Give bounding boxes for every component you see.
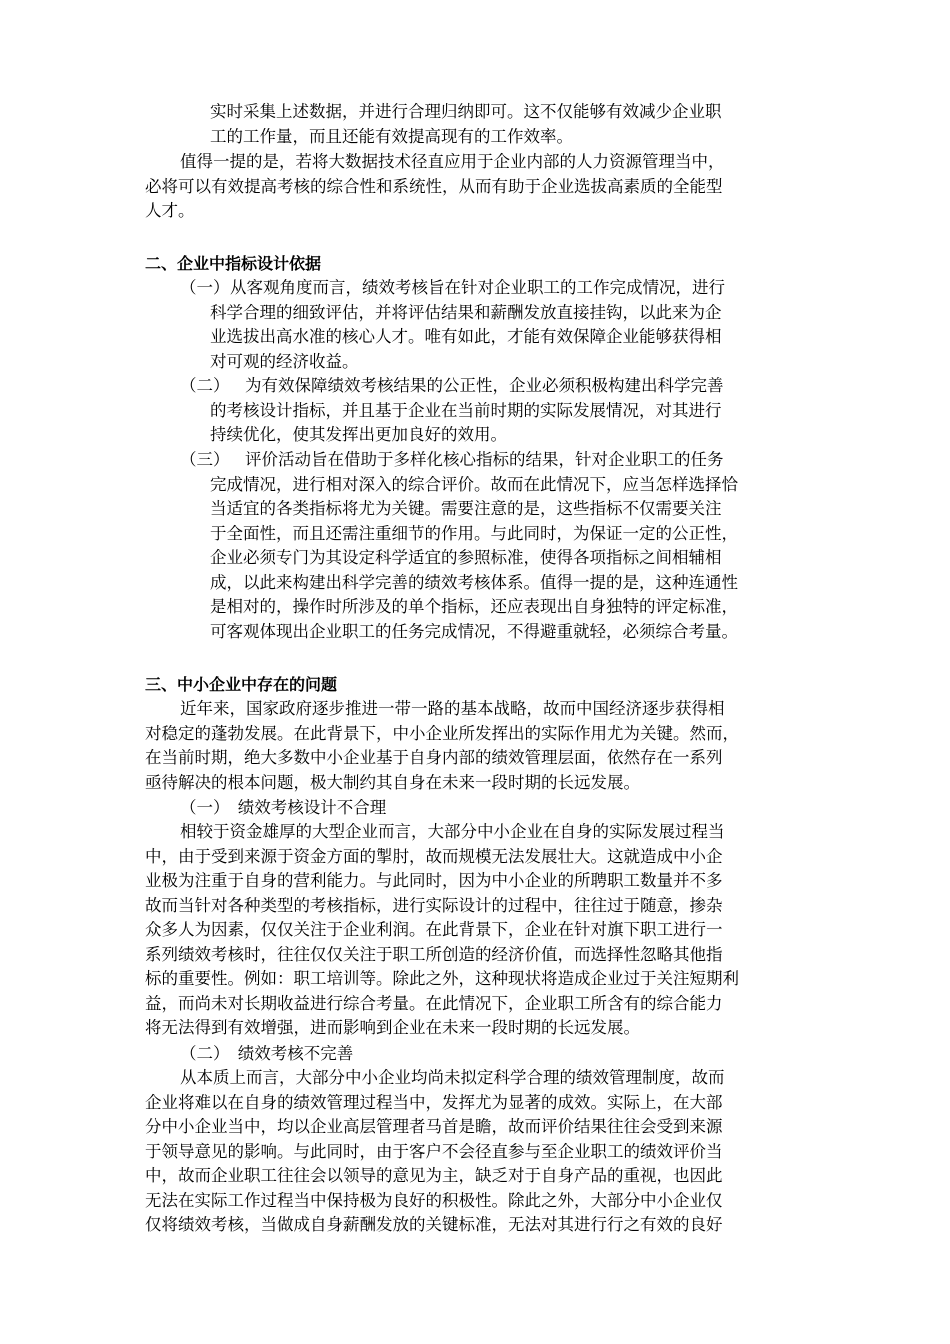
item-body	[210, 374, 805, 448]
text-line: 中，由于受到来源于资金方面的掣肘，故而规模无法发展壮大。这就造成中小企	[145, 846, 723, 866]
intro-item-paragraph	[210, 100, 805, 149]
text-line: 从本质上而言，大部分中小企业均尚未拟定科学合理的绩效管理制度，故而	[180, 1068, 725, 1087]
text-line: 企业将难以在自身的绩效管理过程当中，发挥尤为显著的成效。实际上，在大部	[145, 1092, 723, 1112]
text-line: 分中小企业当中，均以企业高层管理者马首是瞻，故而评价结果往往会受到来源	[145, 1117, 723, 1136]
section-heading: 二、企业中指标设计依据	[145, 254, 322, 273]
item-body	[210, 448, 805, 644]
text-line: 为有效保障绩效考核结果的公正性，企业必须积极构建出科学完善	[245, 376, 724, 395]
text-line: 可客观体现出企业职工的任务完成情况，不得避重就轻，必须综合考量。	[210, 621, 738, 641]
text-line: 中，故而企业职工往往会以领导的意见为主，缺乏对于自身产品的重视，也因此	[145, 1166, 723, 1185]
text-line: 工的工作量，而且还能有效提高现有的工作效率。	[210, 126, 573, 146]
text-line: 在当前时期，绝大多数中小企业基于自身内部的绩效管理层面，依然存在一系列	[145, 748, 723, 767]
item-body	[210, 276, 805, 374]
item-number: （三）	[180, 450, 230, 469]
text-line: 当适宜的各类指标将尤为关键。需要注意的是，这些指标不仅需要关注	[210, 499, 722, 518]
text-line: 实时采集上述数据，并进行合理归纳即可。这不仅能够有效减少企业职	[210, 102, 722, 121]
text-line: 业极为注重于自身的营利能力。与此同时，因为中小企业的所聘职工数量并不多	[145, 871, 723, 890]
text-line: 完成情况，进行相对深入的综合评价。故而在此情况下，应当怎样选择恰	[210, 474, 738, 494]
text-line: 益，而尚未对长期收益进行综合考量。在此情况下，企业职工所含有的综合能力	[145, 993, 723, 1013]
text-line: 的考核设计指标，并且基于企业在当前时期的实际发展情况，对其进行	[210, 400, 722, 420]
section-intro-paragraph	[145, 697, 805, 795]
subsection-title: （二） 绩效考核不完善	[180, 1044, 354, 1063]
text-line: 于领导意见的影响。与此同时，由于客户不会径直参与至企业职工的绩效评价当	[145, 1141, 723, 1161]
text-line: 从客观角度而言，绩效考核旨在针对企业职工的工作完成情况，进行	[230, 278, 725, 297]
text-line: 值得一提的是，若将大数据技术径直应用于企业内部的人力资源管理当中，	[180, 152, 725, 171]
text-line: 是相对的，操作时所涉及的单个指标，还应表现出自身独特的评定标准，	[210, 597, 738, 616]
subsection-paragraph	[145, 820, 805, 1041]
text-line: 评价活动旨在借助于多样化核心指标的结果，针对企业职工的任务	[245, 450, 724, 469]
text-line: 人才。	[145, 201, 195, 220]
text-line: 科学合理的细致评估，并将评估结果和薪酬发放直接挂钩，以此来为企	[210, 302, 722, 322]
text-line: 故而当针对各种类型的考核指标，进行实际设计的过程中，往往过于随意，掺杂	[145, 895, 723, 915]
text-line: 无法在实际工作过程当中保持极为良好的积极性。除此之外，大部分中小企业仅	[145, 1190, 723, 1210]
subsection-title: （一） 绩效考核设计不合理	[180, 798, 387, 817]
item-number: （一）	[180, 278, 230, 297]
text-line: 系列绩效考核时，往往仅仅关注于职工所创造的经济价值，而选择性忽略其他指	[145, 944, 723, 964]
text-line: 相较于资金雄厚的大型企业而言，大部分中小企业在自身的实际发展过程当	[180, 822, 725, 841]
bigdata-paragraph	[145, 150, 805, 224]
text-line: 近年来，国家政府逐步推进一带一路的基本战略，故而中国经济逐步获得相	[180, 699, 725, 718]
text-line: 标的重要性。例如：职工培训等。除此之外，这种现状将造成企业过于关注短期利	[145, 969, 739, 988]
text-line: 成，以此来构建出科学完善的绩效考核体系。值得一提的是，这种连通性	[210, 572, 738, 592]
text-line: 于全面性，而且还需注重细节的作用。与此同时，为保证一定的公正性，	[210, 523, 738, 543]
text-line: 持续优化，使其发挥出更加良好的效用。	[210, 425, 507, 444]
text-line: 对稳定的蓬勃发展。在此背景下，中小企业所发挥出的实际作用尤为关键。然而，	[145, 723, 739, 743]
text-line: 业选拔出高水准的核心人才。唯有如此，才能有效保障企业能够获得相	[210, 327, 722, 346]
item-number: （二）	[180, 376, 230, 395]
text-line: 将无法得到有效增强，进而影响到企业在未来一段时期的长远发展。	[145, 1018, 640, 1037]
text-line: 企业必须专门为其设定科学适宜的参照标准，使得各项指标之间相辅相	[210, 548, 722, 567]
text-line: 必将可以有效提高考核的综合性和系统性，从而有助于企业选拔高素质的全能型	[145, 176, 723, 196]
text-line: 对可观的经济收益。	[210, 351, 359, 371]
text-line: 亟待解决的根本问题，极大制约其自身在未来一段时期的长远发展。	[145, 772, 640, 792]
text-line: 众多人为因素，仅仅关注于企业利润。在此背景下，企业在针对旗下职工进行一	[145, 920, 723, 939]
text-line: 仅将绩效考核，当做成自身薪酬发放的关键标准，无法对其进行行之有效的良好	[145, 1215, 723, 1234]
subsection-paragraph	[145, 1066, 805, 1238]
section-heading: 三、中小企业中存在的问题	[145, 675, 338, 694]
